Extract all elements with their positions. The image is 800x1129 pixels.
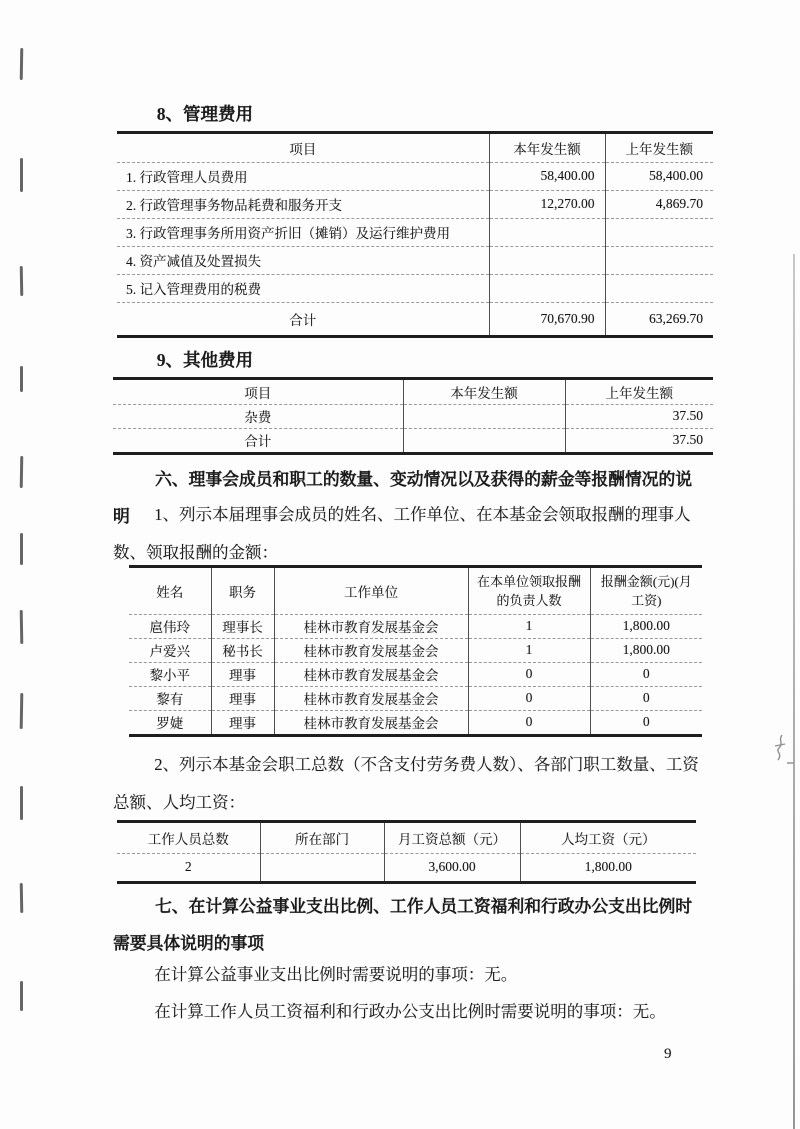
count-cell: 0 bbox=[468, 710, 590, 734]
col-header-current: 本年发生额 bbox=[489, 134, 605, 162]
department-cell bbox=[260, 853, 384, 881]
table-row bbox=[129, 710, 702, 734]
table-row bbox=[129, 614, 702, 638]
scan-mark bbox=[20, 533, 23, 565]
table-row bbox=[113, 404, 713, 428]
prior-cell: 58,400.00 bbox=[605, 162, 713, 190]
scan-mark bbox=[20, 693, 24, 729]
col-header-paid-count: 在本单位领取报酬的负责人数 bbox=[468, 568, 590, 614]
total-current bbox=[403, 428, 565, 452]
table-row bbox=[117, 218, 713, 246]
name-cell: 黎小平 bbox=[129, 662, 211, 686]
table-total-row bbox=[113, 428, 713, 452]
scan-smudge bbox=[772, 733, 788, 768]
amount-cell: 1,800.00 bbox=[590, 614, 702, 638]
count-cell: 1 bbox=[468, 614, 590, 638]
scan-mark bbox=[20, 48, 24, 80]
section6-paragraph-2: 2、列示本基金会职工总数（不含支付劳务费人数）、各部门职工数量、工资总额、人均工资： bbox=[113, 755, 699, 812]
average-wage-cell: 1,800.00 bbox=[520, 853, 696, 881]
prior-cell bbox=[605, 274, 713, 302]
scan-mark bbox=[20, 456, 24, 488]
employer-cell: 桂林市教育发展基金会 bbox=[274, 686, 468, 710]
employer-cell: 桂林市教育发展基金会 bbox=[274, 662, 468, 686]
item-cell: 4. 资产减值及处置损失 bbox=[117, 246, 489, 274]
col-header-employer: 工作单位 bbox=[274, 568, 468, 614]
staff-table bbox=[117, 820, 696, 884]
amount-cell: 0 bbox=[590, 662, 702, 686]
current-cell bbox=[489, 246, 605, 274]
count-cell: 1 bbox=[468, 638, 590, 662]
prior-cell bbox=[605, 218, 713, 246]
scan-mark bbox=[20, 366, 23, 392]
col-header-prior: 上年发生额 bbox=[605, 134, 713, 162]
name-cell: 罗婕 bbox=[129, 710, 211, 734]
prior-cell bbox=[605, 246, 713, 274]
scan-mark bbox=[20, 158, 23, 192]
other-expenses-table bbox=[113, 377, 713, 455]
scan-mark bbox=[20, 610, 24, 644]
section6-paragraph-1: 1、列示本届理事会成员的姓名、工作单位、在本基金会领取报酬的理事人数、领取报酬的金额： bbox=[113, 505, 691, 562]
employer-cell: 桂林市教育发展基金会 bbox=[274, 638, 468, 662]
col-header-pay-amount: 报酬金额(元)(月工资) bbox=[590, 568, 702, 614]
current-cell: 12,270.00 bbox=[489, 190, 605, 218]
amount-cell: 0 bbox=[590, 686, 702, 710]
total-prior: 37.50 bbox=[565, 428, 713, 452]
col-header-average-wage: 人均工资（元） bbox=[520, 823, 696, 853]
table-total-row bbox=[117, 302, 713, 335]
total-label: 合计 bbox=[117, 302, 489, 335]
section8-heading: 8、管理费用 bbox=[156, 104, 253, 124]
total-prior: 63,269.70 bbox=[605, 302, 713, 335]
management-expenses-table bbox=[117, 131, 713, 338]
current-cell bbox=[403, 404, 565, 428]
count-cell: 0 bbox=[468, 686, 590, 710]
total-current: 70,670.90 bbox=[489, 302, 605, 335]
amount-cell: 0 bbox=[590, 710, 702, 734]
item-cell: 3. 行政管理事务所用资产折旧（摊销）及运行维护费用 bbox=[117, 218, 489, 246]
title-cell: 理事长 bbox=[211, 614, 274, 638]
section9-heading: 9、其他费用 bbox=[156, 350, 253, 370]
name-cell: 黎有 bbox=[129, 686, 211, 710]
title-cell: 理事 bbox=[211, 686, 274, 710]
title-cell: 理事 bbox=[211, 710, 274, 734]
table-row bbox=[117, 190, 713, 218]
page-number: 9 bbox=[664, 1046, 672, 1062]
col-header-department: 所在部门 bbox=[260, 823, 384, 853]
current-cell bbox=[489, 274, 605, 302]
table-row bbox=[117, 246, 713, 274]
count-cell: 0 bbox=[468, 662, 590, 686]
scan-mark bbox=[20, 883, 24, 913]
name-cell: 卢爱兴 bbox=[129, 638, 211, 662]
amount-cell: 1,800.00 bbox=[590, 638, 702, 662]
col-header-title: 职务 bbox=[211, 568, 274, 614]
col-header-item: 项目 bbox=[244, 385, 272, 401]
col-header-item: 项目 bbox=[289, 141, 317, 157]
col-header-name: 姓名 bbox=[156, 584, 184, 600]
prior-cell: 37.50 bbox=[565, 404, 713, 428]
council-members-table bbox=[129, 565, 702, 737]
table-header-row bbox=[129, 568, 702, 614]
item-cell: 2. 行政管理事务物品耗费和服务开支 bbox=[117, 190, 489, 218]
scan-mark bbox=[20, 266, 24, 296]
table-header-row bbox=[113, 380, 713, 404]
total-label: 合计 bbox=[113, 428, 403, 452]
scan-mark bbox=[20, 786, 23, 820]
staff-total-cell: 2 bbox=[117, 853, 260, 881]
current-cell bbox=[489, 218, 605, 246]
name-cell: 扈伟玲 bbox=[129, 614, 211, 638]
col-header-current: 本年发生额 bbox=[403, 380, 565, 404]
scan-edge-line bbox=[793, 254, 795, 1129]
scan-speck bbox=[787, 762, 794, 764]
employer-cell: 桂林市教育发展基金会 bbox=[274, 710, 468, 734]
prior-cell: 4,869.70 bbox=[605, 190, 713, 218]
col-header-staff-total: 工作人员总数 bbox=[147, 831, 229, 847]
item-cell: 5. 记入管理费用的税费 bbox=[117, 274, 489, 302]
scan-mark bbox=[20, 981, 23, 1011]
item-cell: 1. 行政管理人员费用 bbox=[117, 162, 489, 190]
col-header-monthly-total: 月工资总额（元） bbox=[384, 823, 520, 853]
item-cell: 杂费 bbox=[113, 404, 403, 428]
section7-paragraph-1: 在计算公益事业支出比例时需要说明的事项：无。 bbox=[154, 965, 518, 984]
monthly-total-cell: 3,600.00 bbox=[384, 853, 520, 881]
table-row bbox=[129, 638, 702, 662]
current-cell: 58,400.00 bbox=[489, 162, 605, 190]
title-cell: 理事 bbox=[211, 662, 274, 686]
table-row bbox=[117, 853, 696, 881]
section6-heading: 六、理事会成员和职工的数量、变动情况以及获得的薪金等报酬情况的说明 bbox=[113, 470, 693, 526]
table-row bbox=[129, 686, 702, 710]
section7-paragraph-2: 在计算工作人员工资福利和行政办公支出比例时需要说明的事项：无。 bbox=[154, 1002, 666, 1021]
table-header-row bbox=[117, 134, 713, 162]
employer-cell: 桂林市教育发展基金会 bbox=[274, 614, 468, 638]
table-header-row bbox=[117, 823, 696, 853]
table-row bbox=[129, 662, 702, 686]
section7-heading: 七、在计算公益事业支出比例、工作人员工资福利和行政办公支出比例时需要具体说明的事项 bbox=[113, 897, 693, 953]
col-header-prior: 上年发生额 bbox=[565, 380, 713, 404]
table-row bbox=[117, 162, 713, 190]
title-cell: 秘书长 bbox=[211, 638, 274, 662]
table-row bbox=[117, 274, 713, 302]
